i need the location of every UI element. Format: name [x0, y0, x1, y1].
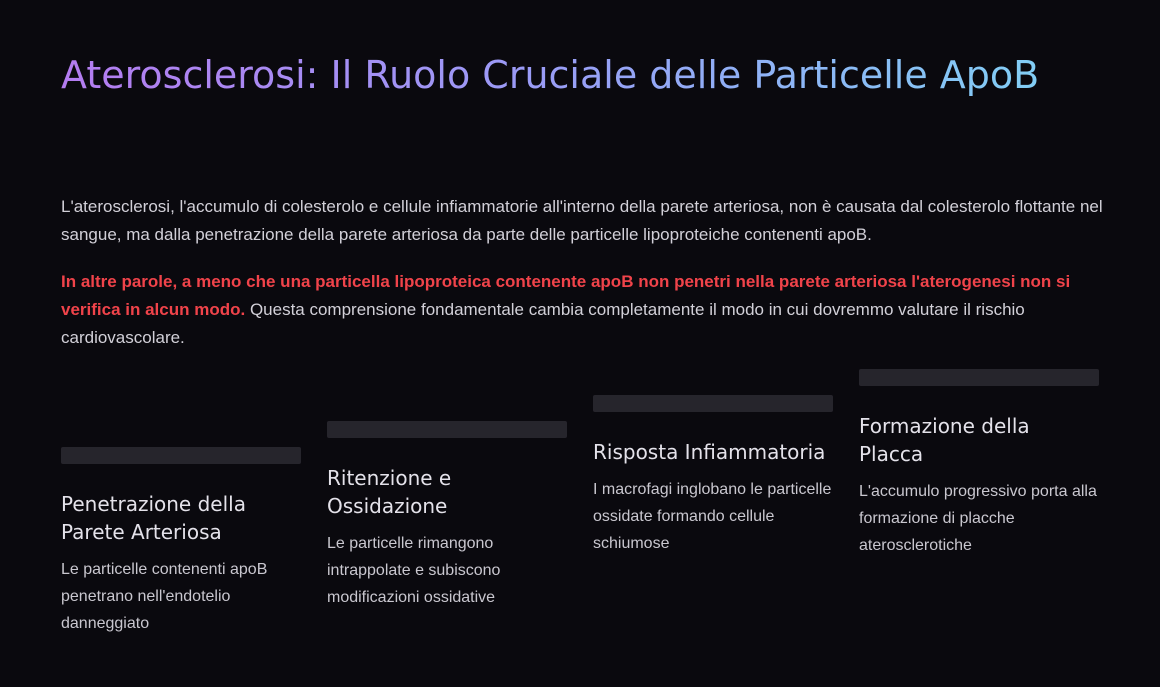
page-title: Aterosclerosi: Il Ruolo Cruciale delle Particelle ApoB — [61, 50, 1121, 100]
emphasis-rest-text: Questa comprensione fondamentale cambia completamente il modo in cui dovremmo valutare il rischio cardiovascolare. — [61, 300, 1025, 347]
step-bar — [61, 447, 301, 464]
step-bar — [859, 369, 1099, 386]
step-bar — [593, 395, 833, 412]
step-title: Formazione della Placca — [859, 414, 1030, 466]
step-card-penetration — [61, 447, 301, 637]
step-title: Ritenzione e Ossidazione — [327, 466, 452, 518]
emphasis-paragraph — [61, 268, 1111, 352]
step-card-plaque — [859, 369, 1099, 559]
step-title: Penetrazione della Parete Arteriosa — [61, 492, 246, 544]
intro-paragraph: L'aterosclerosi, l'accumulo di colesterolo e cellule infiammatorie all'interno della parete arteriosa, non è causata dal colesterolo flottante nel sangue, ma dalla penetrazione della parete arteriosa da parte delle particelle lipoproteiche contenenti apoB. — [61, 197, 1103, 244]
step-description: Le particelle rimangono intrappolate e subiscono modificazioni ossidative — [327, 535, 501, 606]
step-title: Risposta Infiammatoria — [593, 440, 826, 464]
step-card-inflammation — [593, 395, 833, 557]
step-description: I macrofagi inglobano le particelle ossidate formando cellule schiumose — [593, 481, 832, 552]
step-description: L'accumulo progressivo porta alla formazione di placche aterosclerotiche — [859, 483, 1097, 554]
step-description: Le particelle contenenti apoB penetrano nell'endotelio danneggiato — [61, 561, 268, 632]
highlight-text: In altre parole, a meno che una particella lipoproteica contenente apoB non penetri nella parete arteriosa l'aterogenesi non si verifica in alcun modo. — [61, 272, 1071, 319]
step-card-retention — [327, 421, 567, 611]
step-bar — [327, 421, 567, 438]
